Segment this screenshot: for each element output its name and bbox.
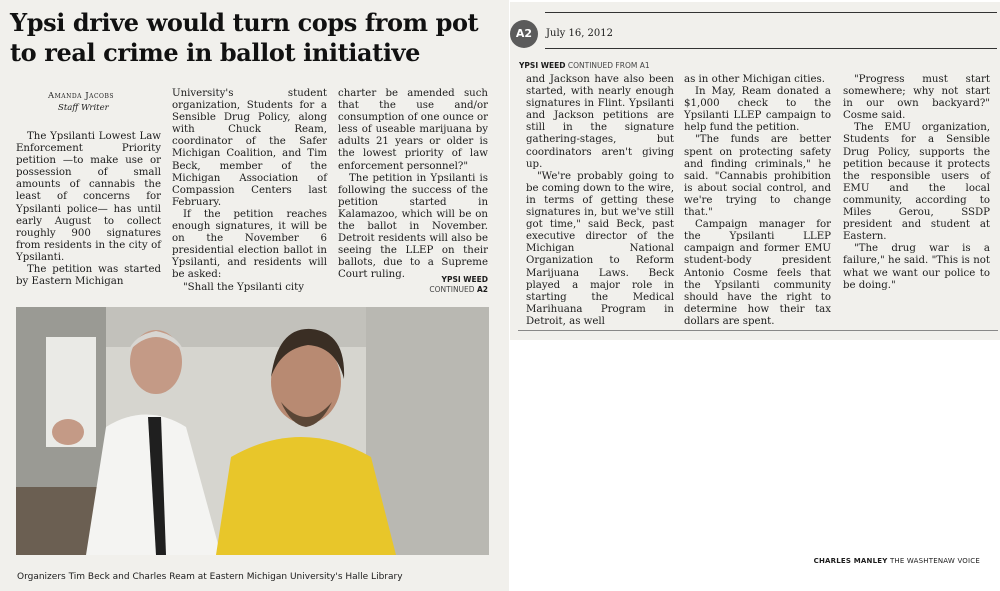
paragraph: In May, Ream donated a $1,000 check to the Ypsilanti LLEP campaign to help fund the petition. — [684, 86, 831, 134]
paragraph: The petition in Ypsilanti is following the success of the petition started in Kalamazoo, which will be on the ballot in November. Detroit residents will also be seeing the LLEP on their ballots, due to a Supreme Court ruling. — [338, 172, 488, 281]
header-rule-top — [545, 12, 997, 13]
paragraph: "Progress must start somewhere; why not start in our own backyard?" Cosme said. — [843, 74, 990, 122]
paragraph: "We're probably going to be coming down to the wire, in terms of getting these signatures in, but we've still got time," said Beck, past executive director of the Michigan National Organization to Reform Marijuana Laws. Beck played a major role in starting the Medical Marihuana Program in Detroit, as well — [526, 170, 674, 327]
jump-head-rest: CONTINUED FROM A1 — [567, 61, 650, 70]
paragraph: and Jackson have also been started, with nearly enough signatures in Flint. Ypsilanti and Jackson petitions are still in the signature gathering-stages, but coordinators aren't giving up. — [526, 74, 674, 170]
jump-head-label: YPSI WEED — [519, 61, 566, 70]
photo-org: THE WASHTENAW VOICE — [889, 557, 980, 565]
paragraph: "The funds are better spent on protecting safety and finding criminals," he said. "Cannabis prohibition is about social control, and we're trying to change that." — [684, 134, 831, 219]
paragraph: The Ypsilanti Lowest Law Enforcement Priority petition —to make use or possession of small amounts of cannabis the least of concerns for Ypsilanti police— has until early August to collect roughly 900 signatures from residents in the city of Ypsilanti. — [16, 131, 161, 263]
continuation-column-3 — [843, 74, 990, 292]
paragraph: University's student organization, Students for a Sensible Drug Policy, along with Chuck Ream, coordinator of the Safer Michigan Coalition, and Tim Beck, member of the Michigan Association of Compassion Centers last February. — [172, 88, 327, 208]
page-date: July 16, 2012 — [546, 28, 614, 39]
article-photo — [16, 307, 489, 555]
paragraph: "Shall the Ypsilanti city — [183, 281, 305, 293]
paragraph: The petition was started by Eastern Michigan — [16, 264, 161, 288]
photo-illustration — [16, 307, 489, 555]
photographer-name: CHARLES MANLEY — [813, 557, 888, 565]
paragraph: Campaign manager for the Ypsilanti LLEP campaign and former EMU student-body president Antonio Cosme feels that the Ypsilanti community should have the right to determine how their tax dollars are spent. — [684, 219, 831, 327]
header-rule-bottom — [545, 48, 997, 49]
byline: Amanda Jacobs — [48, 91, 114, 101]
bottom-rule — [518, 330, 998, 331]
paragraph: as in other Michigan cities. — [684, 74, 825, 85]
photo-caption: Organizers Tim Beck and Charles Ream at Eastern Michigan University's Halle Library — [17, 572, 403, 582]
jump-continued: CONTINUED — [429, 285, 475, 294]
jump-line — [380, 275, 488, 295]
article-column-1 — [16, 131, 161, 288]
article-column-3 — [338, 88, 488, 282]
page-badge: A2 — [510, 20, 538, 48]
photo-credit — [814, 557, 980, 565]
jump-head — [519, 61, 650, 70]
continuation-column-2 — [684, 74, 831, 328]
jump-page: A2 — [476, 285, 488, 294]
article-column-2 — [172, 88, 327, 294]
jump-label: YPSI WEED — [441, 275, 488, 284]
continuation-column-1 — [526, 74, 674, 328]
headline: Ypsi drive would turn cops from pot to real crime in ballot initiative — [10, 8, 479, 67]
paragraph: The EMU organization, Students for a Sensible Drug Policy, supports the petition because it protects the responsible users of EMU and the local community, according to Miles Gerou, SSDP president and student at Eastern. — [843, 122, 990, 243]
paragraph: If the petition reaches enough signatures, it will be on the November 6 presidential election ballot in Ypsilanti, and residents will be asked: — [172, 208, 327, 281]
paragraph: "The drug war is a failure," he said. "This is not what we want our police to be doing." — [843, 243, 990, 291]
paragraph: charter be amended such that the use and/or consumption of one ounce or less of useable marijuana by adults 21 years or older is the lowest priority of law enforcement personnel?" — [338, 88, 488, 172]
byline-role: Staff Writer — [58, 103, 109, 113]
